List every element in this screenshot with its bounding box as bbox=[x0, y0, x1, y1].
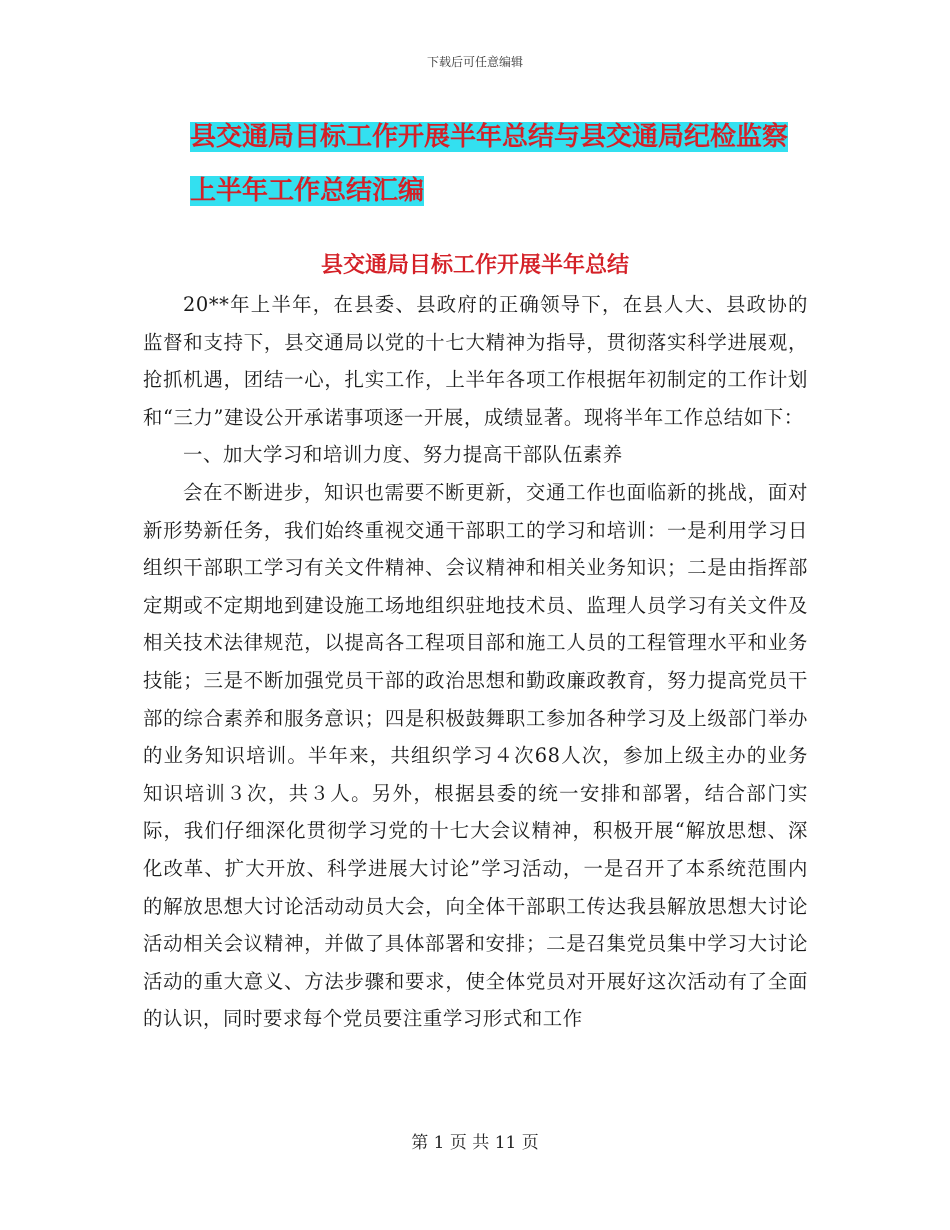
paragraph: 会在不断进步，知识也需要不断更新，交通工作也面临新的挑战，面对新形势新任务，我们始终重视交通干部职工的学习和培训：一是利用学习日组织干部职工学习有关文件精神、会议精神和相关业务知识；二是由指挥部定期或不定期地到建设施工场地组织驻地技术员、监理人员学习有关文件及相关技术法律规范，以提高各工程项目部和施工人员的工程管理水平和业务技能；三是不断加强党员干部的政治思想和勤政廉政教育，努力提高党员干部的综合素养和服务意识；四是积极鼓舞职工参加各种学习及上级部门举办的业务知识培训。半年来，共组织学习４次68人次，参加上级主办的业务知识培训３次，共３人。另外，根据县委的统一安排和部署，结合部门实际，我们仔细深化贯彻学习党的十七大会议精神，积极开展“解放思想、深化改革、扩大开放、科学进展大讨论”学习活动，一是召开了本系统范围内的解放思想大讨论活动动员大会，向全体干部职工传达我县解放思想大讨论活动相关会议精神，并做了具体部署和安排；二是召集党员集中学习大讨论活动的重大意义、方法步骤和要求，使全体党员对开展好这次活动有了全面的认识，同时要求每个党员要注重学习形式和工作 bbox=[143, 480, 808, 1031]
title-line-1: 县交通局目标工作开展半年总结与县交通局纪检监察 bbox=[190, 122, 789, 152]
header-note: 下载后可任意编辑 bbox=[426, 55, 523, 69]
document-title bbox=[190, 110, 810, 218]
document-body bbox=[143, 286, 808, 1038]
title-line-2: 上半年工作总结汇编 bbox=[190, 176, 425, 206]
section-heading: 一、加大学习和培训力度、努力提高干部队伍素养 bbox=[183, 443, 623, 467]
page-footer: 第 1 页 共 11 页 bbox=[411, 1133, 539, 1153]
section-title: 县交通局目标工作开展半年总结 bbox=[320, 253, 629, 278]
paragraph: 20**年上半年，在县委、县政府的正确领导下，在县人大、县政协的监督和支持下，县交通局以党的十七大精神为指导，贯彻落实科学进展观，抢抓机遇，团结一心，扎实工作，上半年各项工作根据年初制定的工作计划和“三力”建设公开承诺事项逐一开展，成绩显著。现将半年工作总结如下： bbox=[143, 293, 808, 429]
